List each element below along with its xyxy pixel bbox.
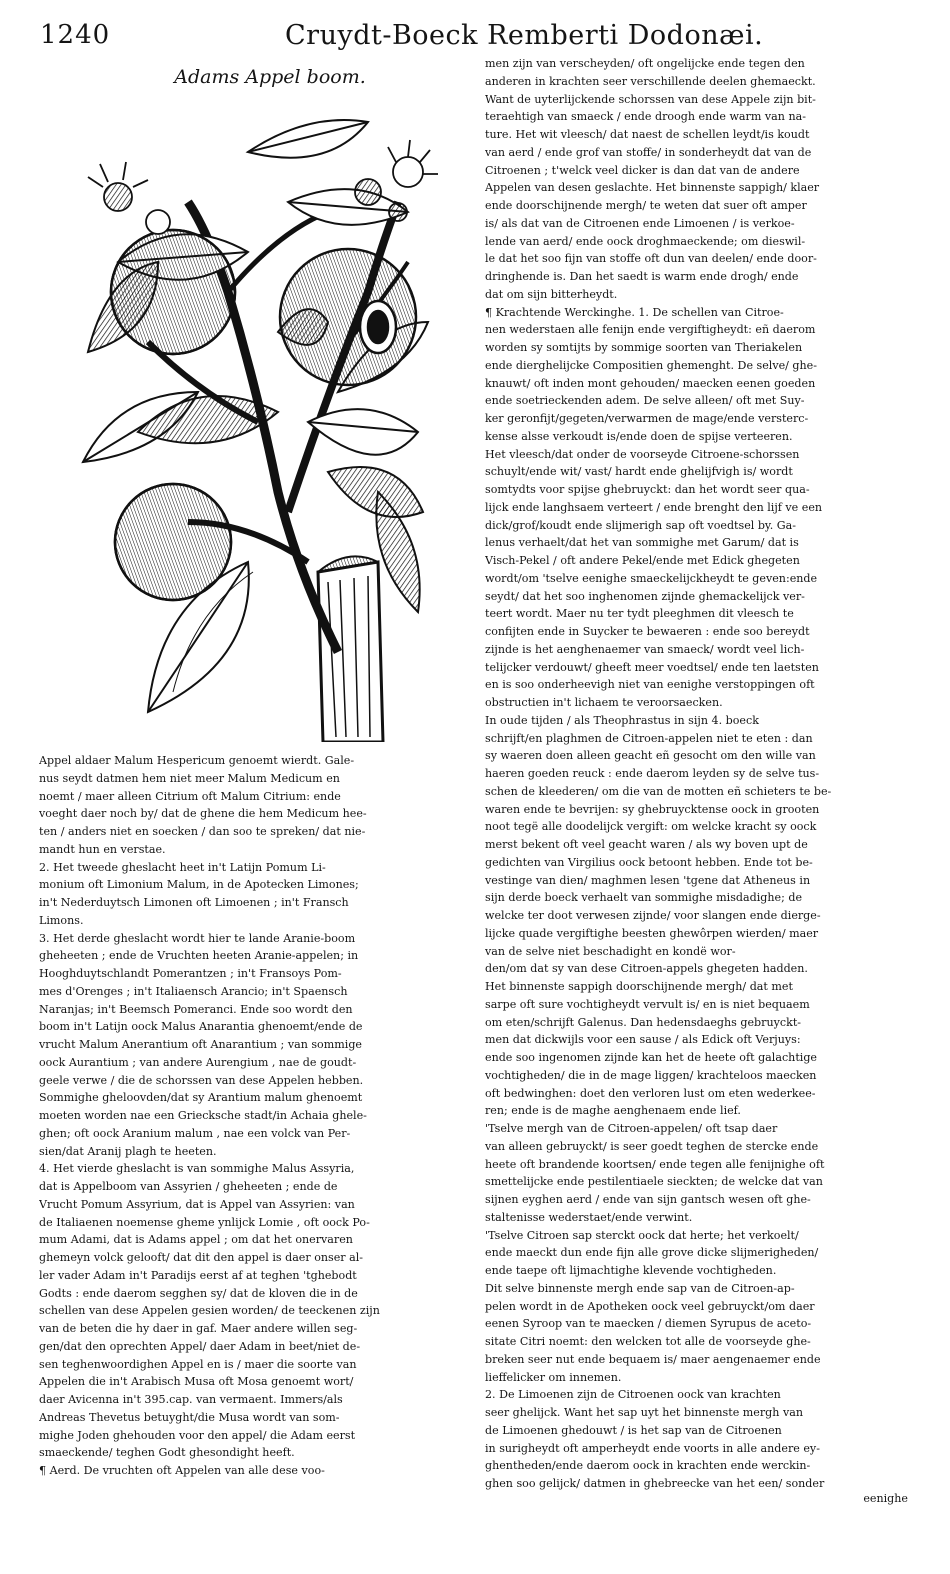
text-line: staltenisse wederstaet/ende verwint.	[485, 1210, 693, 1224]
text-line: Citroenen ; t'welck veel dicker is dan dat van de andere	[485, 163, 800, 177]
text-line: nus seydt datmen hem niet meer Malum Medicum en	[39, 771, 340, 785]
text-line: mum Adami, dat is Adams appel ; om dat het onervaren	[39, 1233, 353, 1247]
text-line: gedichten van Virgilius oock betoont hebben. Ende tot be-	[485, 855, 813, 869]
text-line: knauwt/ oft inden mont gehouden/ maecken eenen goeden	[485, 376, 816, 390]
text-line: ker geronfijt/gegeten/verwarmen de mage/ende versterc-	[485, 412, 809, 425]
text-line: telijcker verdouwt/ gheeft meer voedtsel/ ende ten laetsten	[485, 660, 819, 674]
text-line: en is soo onderheevigh niet van eenighe verstoppingen oft	[485, 678, 815, 692]
text-line: obstructien in't lichaem te veroorsaecken.	[485, 696, 723, 709]
running-title: Cruydt-Boeck Remberti Dodonæi.	[285, 20, 764, 51]
text-line: ¶ Krachtende Werckinghe. 1. De schellen van Citroe-	[485, 305, 784, 319]
text-line: van aerd / ende grof van stoffe/ in sonderheydt dat van de	[485, 145, 812, 159]
text-line: ten / anders niet en soecken / dan soo te spreken/ dat nie-	[39, 825, 366, 838]
text-line: ende taepe oft lijmachtighe klevende vochtigheden.	[485, 1264, 777, 1277]
text-line: 'Tselve mergh van de Citroen-appelen/ oft tsap daer	[485, 1122, 778, 1135]
text-line: 2. De Limoenen zijn de Citroenen oock van krachten	[485, 1388, 781, 1402]
text-line: Het binnenste sappigh doorschijnende mergh/ dat met	[485, 980, 793, 993]
text-line: le dat het soo fijn van stoffe oft dun van deelen/ ende door-	[485, 252, 817, 266]
text-line: ende soetrieckenden adem. De selve alleen/ oft met Suy-	[485, 394, 805, 408]
text-line: geele verwe / die de schorssen van dese Appelen hebben.	[39, 1073, 364, 1087]
text-line: vestinge van dien/ maghmen lesen 'tgene dat Atheneus in	[485, 873, 811, 887]
text-line: 3. Het derde gheslacht wordt hier te lande Aranie-boom	[39, 931, 356, 945]
text-line: seydt/ dat het soo inghenomen zijnde ghemackelijck ver-	[485, 589, 805, 603]
text-line: van alleen gebruyckt/ is seer goedt teghen de stercke ende	[485, 1139, 819, 1153]
text-line: ler vader Adam in't Paradijs eerst af at teghen 'tghebodt	[39, 1268, 357, 1282]
text-line: mes d'Orenges ; in't Italiaensch Arancio; in't Spaensch	[39, 984, 348, 998]
page-number: 1240	[40, 20, 111, 50]
text-line: smettelijcke ende pestilentiaele sieckten; de welcke dat van	[485, 1175, 823, 1189]
text-line: dat om sijn bitterheydt.	[485, 287, 618, 301]
text-line: ¶ Aerd. De vruchten oft Appelen van alle dese voo-	[39, 1464, 325, 1477]
text-line: Vrucht Pomum Assyrium, dat is Appel van Assyrien: van	[39, 1197, 355, 1211]
text-line: oock Aurantium ; van andere Aurengium , nae de goudt-	[39, 1055, 357, 1069]
text-line: welcke ter doot verwesen zijnde/ voor slangen ende dierge-	[485, 909, 821, 922]
left-column-text	[39, 752, 467, 1480]
text-line: sarpe oft sure vochtigheydt vervult is/ en is niet bequaem	[485, 997, 810, 1011]
text-line: waren ende te bevrijen: sy ghebruycktense oock in grooten	[485, 802, 820, 816]
text-line: boom in't Latijn oock Malus Anarantia ghenoemt/ende de	[39, 1020, 363, 1034]
text-line: ren; ende is de maghe aenghenaem ende lief.	[485, 1104, 741, 1118]
text-line: de Italiaenen noemense gheme ynlijck Lomie , oft oock Po-	[39, 1215, 370, 1229]
text-line: Visch-Pekel / oft andere Pekel/ende met Edick ghegeten	[485, 554, 800, 567]
text-line: voeght daer noch by/ dat de ghene die hem Medicum hee-	[39, 807, 367, 821]
text-line: sen teghenwoordighen Appel en is / maer die soorte van	[39, 1357, 357, 1371]
text-line: Want de uyterlijckende schorssen van dese Appele zijn bit-	[485, 92, 816, 106]
text-line: sijnen eyghen aerd / ende van sijn gantsch wesen oft ghe-	[485, 1193, 811, 1206]
text-line: dat is Appelboom van Assyrien / gheheeten ; ende de	[39, 1180, 338, 1193]
text-line: den/om dat sy van dese Citroen-appels ghegeten hadden.	[485, 962, 808, 976]
text-line: ende maeckt dun ende fijn alle grove dicke slijmerigheden/	[485, 1246, 819, 1260]
text-line: seer ghelijck. Want het sap uyt het binnenste mergh van	[485, 1406, 803, 1419]
text-line: schen de kleederen/ om die van de motten eñ schieters te be-	[485, 784, 832, 798]
text-line: is/ als dat van de Citroenen ende Limoenen / is verkoe-	[485, 216, 795, 230]
text-line: lende van aerd/ ende oock droghmaeckende; om dieswil-	[485, 234, 806, 248]
catchword: eenighe	[863, 1492, 908, 1505]
text-line: lijck ende langhsaem verteert / ende brenght den lijf ve een	[485, 500, 823, 514]
text-line: moeten worden nae een Griecksche stadt/in Achaia ghele-	[39, 1109, 367, 1122]
text-line: om eten/schrijft Galenus. Dan hedensdaeghs gebruyckt-	[485, 1015, 802, 1029]
text-line: ende dierghelijcke Compositien ghemenght. De selve/ ghe-	[485, 358, 817, 372]
adams-apple-tree-woodcut	[78, 92, 438, 742]
text-line: dick/grof/koudt ende slijmerigh sap oft voedtsel by. Ga-	[485, 518, 797, 532]
text-line: ende doorschijnende mergh/ te weten dat suer oft amper	[485, 199, 807, 212]
text-line: lijcke quade vergiftighe beesten ghewôrpen wierden/ maer	[485, 926, 819, 940]
text-line: confijten ende in Suycker te bewaeren : ende soo bereydt	[485, 625, 810, 638]
text-line: ghen soo gelijck/ datmen in ghebreecke van het een/ sonder	[485, 1477, 825, 1490]
text-line: lenus verhaelt/dat het van sommighe met Garum/ dat is	[485, 536, 799, 550]
text-line: worden sy somtijts by sommige soorten van Theriakelen	[485, 341, 803, 354]
text-line: van de beten die hy daer in gaf. Maer andere willen seg-	[39, 1322, 358, 1335]
text-line: oft bedwinghen: doet den verloren lust om eten wederkee-	[485, 1086, 816, 1100]
text-line: 2. Het tweede gheslacht heet in't Latijn Pomum Li-	[39, 860, 326, 874]
text-line: schrijft/en plaghmen de Citroen-appelen niet te eten : dan	[485, 731, 813, 745]
text-line: merst bekent oft veel geacht waren / als wy boven upt de	[485, 838, 808, 851]
text-line: gheheeten ; ende de Vruchten heeten Aranie-appelen; in	[39, 949, 359, 963]
text-line: somtydts voor spijse ghebruyckt: dan het wordt seer qua-	[485, 483, 810, 496]
text-line: sitate Citri noemt: den welcken tot alle de voorseyde ghe-	[485, 1335, 811, 1348]
text-line: vrucht Malum Anerantium oft Anarantium ; van sommige	[39, 1038, 362, 1051]
text-line: eenen Syroop van te maecken / diemen Syrupus de aceto-	[485, 1317, 812, 1331]
text-line: ende soo ingenomen zijnde kan het de heete oft galachtige	[485, 1051, 817, 1064]
text-line: anderen in krachten seer verschillende deelen ghemaeckt.	[485, 74, 816, 88]
woodcut-title: Adams Appel boom.	[174, 66, 366, 88]
text-line: van de selve niet beschadight en kondë wor-	[485, 944, 736, 958]
text-line: in't Nederduytsch Limonen oft Limoenen ; in't Fransch	[39, 896, 349, 909]
text-line: Godts : ende daerom segghen sy/ dat de kloven die in de	[39, 1286, 358, 1300]
text-line: Het vleesch/dat onder de voorseyde Citroene-schorssen	[485, 447, 800, 461]
text-line: schellen van dese Appelen gesien worden/ de teeckenen zijn	[39, 1304, 380, 1318]
text-line: 4. Het vierde gheslacht is van sommighe Malus Assyria,	[39, 1162, 355, 1176]
text-line: ghemeyn volck gelooft/ dat dit den appel is daer onser al-	[39, 1251, 364, 1264]
text-line: wordt/om 'tselve eenighe smaeckelijckheydt te geven:ende	[485, 571, 818, 585]
text-line: mandt hun en verstae.	[39, 842, 166, 856]
text-line: Appel aldaer Malum Hespericum genoemt wierdt. Gale-	[39, 754, 355, 767]
text-line: Limons.	[39, 913, 84, 927]
right-column-text	[485, 55, 910, 1493]
text-line: men zijn van verscheyden/ oft ongelijcke ende tegen den	[485, 57, 805, 70]
text-line: smaeckende/ teghen Godt ghesondight heeft.	[39, 1446, 295, 1460]
text-line: haeren goeden reuck : ende daerom leyden sy de selve tus-	[485, 767, 820, 780]
text-line: 'Tselve Citroen sap sterckt oock dat herte; het verkoelt/	[485, 1228, 799, 1242]
text-line: Dit selve binnenste mergh ende sap van de Citroen-ap-	[485, 1281, 795, 1295]
text-line: monium oft Limonium Malum, in de Apotecken Limones;	[39, 878, 359, 892]
text-line: sy waeren doen alleen geacht eñ gesocht om den wille van	[485, 749, 816, 763]
text-line: sijn derde boeck verhaelt van sommighe misdadighe; de	[485, 891, 803, 905]
text-line: breken seer nut ende bequaem is/ maer aengenaemer ende	[485, 1352, 821, 1366]
text-line: in surigheydt oft amperheydt ende voorts in alle andere ey-	[485, 1441, 820, 1455]
text-line: zijnde is het aenghenaemer van smaeck/ wordt veel lich-	[485, 642, 805, 656]
text-line: sien/dat Aranij plagh te heeten.	[39, 1144, 217, 1158]
text-line: Sommighe gheloovden/dat sy Arantium malum ghenoemt	[39, 1091, 363, 1105]
text-line: lieffelicker om innemen.	[485, 1370, 622, 1384]
text-line: teert wordt. Maer nu ter tydt pleeghmen dit vleesch te	[485, 607, 794, 621]
text-line: daer Avicenna in't 395.cap. van vermaent. Immers/als	[39, 1393, 343, 1406]
text-line: ghen; oft oock Aranium malum , nae een volck van Per-	[39, 1126, 351, 1140]
text-line: pelen wordt in de Apotheken oock veel gebruyckt/om daer	[485, 1299, 815, 1313]
text-line: nen wederstaen alle fenijn ende vergiftigheydt: eñ daerom	[485, 323, 816, 337]
text-line: Hooghduytschlandt Pomerantzen ; in't Fransoys Pom-	[39, 967, 342, 980]
text-line: noot tegë alle doodelijck vergift: om welcke kracht sy oock	[485, 820, 817, 834]
text-line: Appelen die in't Arabisch Musa oft Mosa genoemt wort/	[39, 1375, 354, 1389]
text-line: de Limoenen ghedouwt / is het sap van de Citroenen	[485, 1423, 782, 1437]
text-line: schuylt/ende wit/ vast/ hardt ende ghelijfvigh is/ wordt	[485, 465, 793, 479]
text-line: In oude tijden / als Theophrastus in sijn 4. boeck	[485, 713, 759, 727]
text-line: Naranjas; in't Beemsch Pomeranci. Ende soo wordt den	[39, 1002, 353, 1016]
text-line: Appelen van desen geslachte. Het binnenste sappigh/ klaer	[485, 181, 820, 195]
text-line: dringhende is. Dan het saedt is warm ende drogh/ ende	[485, 270, 799, 283]
text-line: ghentheden/ende daerom oock in krachten ende werckin-	[485, 1459, 811, 1473]
text-line: vochtigheden/ die in de mage liggen/ krachteloos maecken	[485, 1068, 817, 1082]
text-line: kense alsse verkoudt is/ende doen de spijse verteeren.	[485, 429, 793, 443]
text-line: gen/dat den oprechten Appel/ daer Adam in beet/niet de-	[39, 1339, 361, 1353]
text-line: Andreas Thevetus betuyght/die Musa wordt van som-	[39, 1410, 340, 1424]
text-line: men dat dickwijls voor een sause / als Edick oft Verjuys:	[485, 1033, 801, 1047]
text-line: noemt / maer alleen Citrium oft Malum Citrium: ende	[39, 789, 341, 803]
text-line: ture. Het wit vleesch/ dat naest de schellen leydt/is koudt	[485, 128, 810, 141]
text-line: teraehtigh van smaeck / ende droogh ende warm van na-	[485, 110, 806, 124]
text-line: mighe Joden ghehouden voor den appel/ die Adam eerst	[39, 1428, 356, 1442]
text-line: heete oft brandende koortsen/ ende tegen alle fenijnighe oft	[485, 1157, 825, 1171]
